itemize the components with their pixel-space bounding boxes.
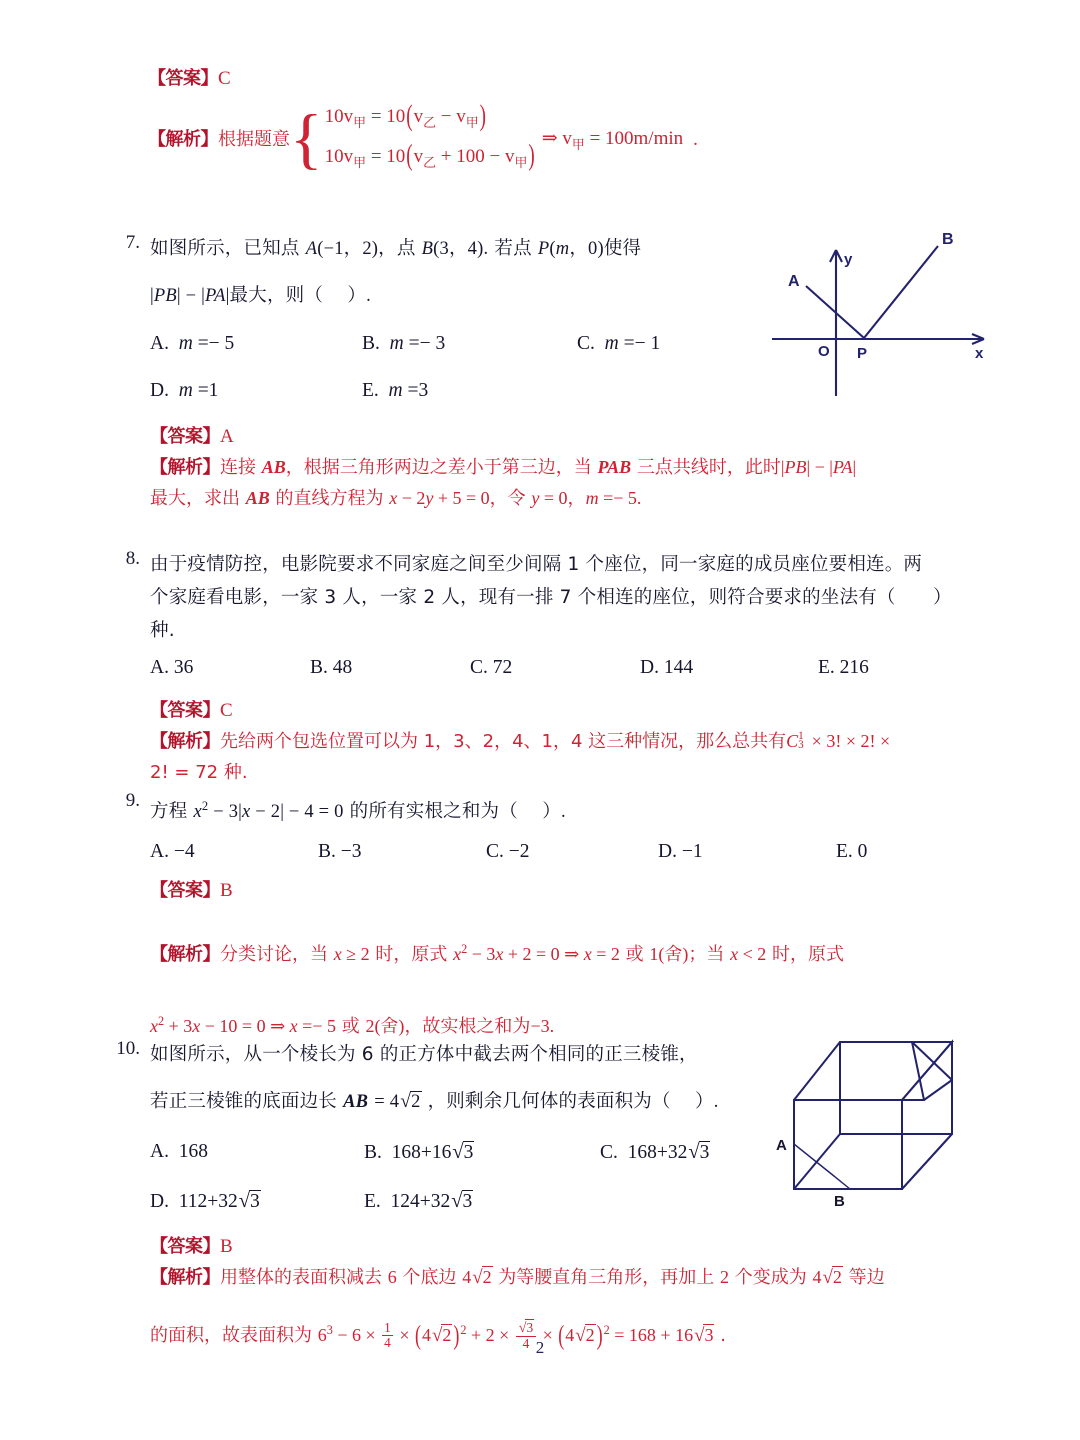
q8-option-d-text: 144 <box>663 657 694 678</box>
q7-option-e-text: m <box>383 380 403 401</box>
q8-option-a-text: 36 <box>173 657 194 678</box>
q10-answer-line <box>150 1231 1040 1262</box>
combo-subscript: 3 <box>798 738 804 751</box>
q7-stem-line-2: |PB| − |PA|最大，则（ ）. <box>150 285 371 306</box>
q10-option-d[interactable] <box>150 1184 364 1219</box>
q8-answer-letter: C <box>220 700 233 721</box>
q6-equation-system <box>290 100 536 180</box>
q7-stem-line-1: 如图所示，已知点 A(−1，2)，点 B(3，4). 若点 P(m，0)使得 <box>150 238 642 259</box>
q7-option-c-text: m <box>599 333 619 354</box>
analysis-tag: 【解析】 <box>150 457 220 478</box>
q8-option-d-label: D. <box>640 657 659 678</box>
q9-option-c-label: C. <box>486 841 504 863</box>
q6-analysis-lead: 根据题意 <box>218 128 290 150</box>
q7-option-d[interactable]: D. m =1 <box>150 380 219 401</box>
answer-tag: 【答案】 <box>150 1236 220 1257</box>
q10-option-b-label: B. <box>364 1142 382 1163</box>
coordinate-plane-svg <box>772 228 1000 400</box>
q7-option-e-label: E. <box>362 380 379 401</box>
q10-option-b[interactable] <box>364 1135 600 1170</box>
q10-option-b-text: 168+16√3 <box>386 1141 474 1163</box>
q7-option-c[interactable]: C. m =− 1 <box>577 333 661 354</box>
q10-figure <box>772 1034 1002 1210</box>
q7-option-d-text: m <box>173 380 193 401</box>
q7-answer-line <box>150 421 1040 452</box>
question-9-block <box>100 790 1040 1042</box>
q8-stem-line-1: 由于疫情防控，电影院要求不同家庭之间至少间隔 1 个座位，同一家庭的成员座位要相连。两 <box>150 554 923 575</box>
q7-option-b-text: m <box>384 333 404 354</box>
label-point-b: B <box>942 231 954 248</box>
q6-answer-line <box>148 64 1048 94</box>
q9-analysis-line-1: 【解析】分类讨论，当 x ≥ 2 时，原式 $x^2 - 3x + 2 = 0$ ⇒ x = 2 或 1(舍)；当 x < 2 时，原式 <box>150 942 844 966</box>
label-axis-x: x <box>975 345 984 362</box>
q8-option-e[interactable] <box>818 651 869 685</box>
q9-option-b-text: −3 <box>340 841 362 863</box>
analysis-tag: 【解析】 <box>150 1267 220 1288</box>
q8-option-b-text: 48 <box>332 657 353 678</box>
q9-option-b[interactable] <box>318 835 486 869</box>
q10-option-e-label: E. <box>364 1191 381 1212</box>
q9-option-e[interactable] <box>836 835 867 869</box>
q8-option-a[interactable] <box>150 651 310 685</box>
q9-option-c-text: −2 <box>508 841 530 863</box>
label-origin: O <box>818 343 830 360</box>
label-vertex-b: B <box>834 1193 845 1210</box>
q8-number: 8. <box>125 548 140 569</box>
label-axis-y: y <box>844 251 853 268</box>
q9-option-c[interactable] <box>486 835 658 869</box>
q10-analysis-line-2: 的面积，故表面积为 $6^3 - 6$ × $\frac{1}{4}$ × (4√2 )$^2$ + 2 × $\frac{√3}{4}$ × (4√2 )$^2$ = 168 + 16√3 . <box>150 1319 726 1352</box>
q10-option-a-text: 168 <box>173 1141 208 1162</box>
q7-option-a-text: m <box>173 333 193 354</box>
cube-svg <box>772 1034 1002 1210</box>
q7-option-a[interactable]: A. m =− 5 <box>150 333 235 354</box>
q8-analysis-text-a: 先给两个包选位置可以为 1，3、2，4、1，4 这三种情况，那么总共有 <box>220 731 787 752</box>
q8-option-c[interactable] <box>470 651 640 685</box>
q9-answer-line <box>150 875 1040 906</box>
q10-option-e-text: 124+32√3 <box>385 1190 473 1212</box>
q7-figure <box>772 228 1000 400</box>
q8-options-row <box>150 651 1040 685</box>
q7-analysis-line-2: 最大，求出 AB 的直线方程为 x − 2y + 5 = 0，令 y = 0，m =− 5. <box>150 488 642 509</box>
q8-option-c-text: 72 <box>492 657 513 678</box>
combo-superscript: 1 <box>798 729 804 742</box>
q10-option-c-text: 168+32√3 <box>622 1141 710 1163</box>
q9-stem-line-1: 方程 $x^2 - 3|x - 2| - 4 = 0$ 的所有实根之和为（ ）. <box>150 799 566 823</box>
q8-option-e-text: 216 <box>839 657 869 678</box>
label-vertex-a: A <box>776 1137 787 1154</box>
answer-tag: 【答案】 <box>148 68 218 89</box>
q9-option-d-label: D. <box>658 841 677 863</box>
analysis-tag: 【解析】 <box>150 944 220 966</box>
q9-number: 9. <box>125 790 140 811</box>
q10-option-c-label: C. <box>600 1142 618 1163</box>
q8-option-e-label: E. <box>818 657 835 678</box>
q9-option-e-text: 0 <box>857 841 868 863</box>
q8-option-b[interactable] <box>310 651 470 685</box>
q10-analysis-line-1: 【解析】用整体的表面积减去 6 个底边 4√2 为等腰直角三角形，再加上 2 个变成为 4√2 等边 <box>150 1267 885 1288</box>
q6-answer-letter: C <box>218 68 231 89</box>
label-point-p: P <box>857 345 868 362</box>
q10-stem-line-2: 若正三棱锥的底面边长 AB = 4√2 ，则剩余几何体的表面积为（ ）. <box>150 1091 719 1112</box>
q8-stem-line-3: 种. <box>150 620 175 641</box>
q10-option-a-label: A. <box>150 1141 169 1162</box>
q9-analysis-line-2: $x^2 + 3x - 10 = 0$ ⇒ x =− 5 或 2(舍)，故实根之和为−3. <box>150 1014 555 1038</box>
q10-option-c[interactable] <box>600 1135 710 1170</box>
q9-options-row <box>150 835 1040 869</box>
q9-option-d[interactable] <box>658 835 836 869</box>
q10-option-d-label: D. <box>150 1191 169 1212</box>
q8-analysis-text-b: × 3! × 2! × <box>807 731 891 751</box>
analysis-tag: 【解析】 <box>150 731 220 752</box>
q6-equation-row-2: $10v_甲 = 10(v_乙 + 100 - v_甲)$ <box>324 139 535 173</box>
q8-option-c-label: C. <box>470 657 488 678</box>
q7-analysis-line-1: 【解析】连接 AB，根据三角形两边之差小于第三边，当 PAB 三点共线时，此时|PB| − |PA| <box>150 457 857 478</box>
q6-analysis-line <box>148 100 1048 180</box>
q7-option-b-label: B. <box>362 333 380 354</box>
q8-option-a-label: A. <box>150 657 169 678</box>
q7-option-c-label: C. <box>577 333 595 354</box>
q6-equation-row-1: $10v_甲 = 10(v_乙 - v_甲)$ <box>324 99 486 133</box>
q10-option-e[interactable] <box>364 1184 473 1219</box>
q7-answer-letter: A <box>220 426 234 447</box>
q6-result: ⇒ $v_甲 = 100m/\min$ <box>541 127 684 152</box>
q10-stem-line-1: 如图所示，从一个棱长为 6 的正方体中截去两个相同的正三棱锥， <box>150 1044 698 1065</box>
q9-option-a-label: A. <box>150 841 169 863</box>
q7-option-a-label: A. <box>150 333 169 354</box>
q8-combination-symbol <box>786 726 807 757</box>
answer-tag: 【答案】 <box>150 700 220 721</box>
q8-analysis-line-1 <box>150 726 1040 757</box>
q10-number: 10. <box>116 1038 140 1059</box>
q7-number: 7. <box>125 232 140 253</box>
combo-base: C <box>786 731 799 751</box>
q10-option-d-text: 112+32√3 <box>173 1190 260 1212</box>
q9-option-d-text: −1 <box>681 841 703 863</box>
q8-option-b-label: B. <box>310 657 328 678</box>
q9-option-e-label: E. <box>836 841 853 863</box>
label-point-a: A <box>788 273 800 290</box>
q7-option-d-label: D. <box>150 380 169 401</box>
q8-answer-line <box>150 695 1040 726</box>
q10-option-a[interactable] <box>150 1135 364 1170</box>
analysis-tag: 【解析】 <box>148 128 218 150</box>
q6-period: . <box>693 128 698 150</box>
q9-option-b-label: B. <box>318 841 336 863</box>
q6-tail-block <box>148 64 1048 180</box>
q9-answer-letter: B <box>220 880 233 902</box>
q10-answer-letter: B <box>220 1236 233 1257</box>
left-brace-glyph: { <box>290 100 323 177</box>
question-8-block <box>100 548 1040 788</box>
page-number: 2 <box>535 1338 545 1357</box>
answer-tag: 【答案】 <box>150 426 220 447</box>
q8-stem-line-2: 个家庭看电影，一家 3 人，一家 2 人，现有一排 7 个相连的座位，则符合要求的坐法有（ ） <box>150 587 952 608</box>
q8-analysis-line-2: 2! = 72 种. <box>150 762 248 783</box>
q9-option-a-text: −4 <box>173 841 195 863</box>
q9-option-a[interactable] <box>150 835 318 869</box>
q8-option-d[interactable] <box>640 651 818 685</box>
answer-tag: 【答案】 <box>150 880 220 902</box>
q7-option-b[interactable]: B. m =− 3 <box>362 333 446 354</box>
q7-option-e[interactable]: E. m =3 <box>362 380 429 401</box>
